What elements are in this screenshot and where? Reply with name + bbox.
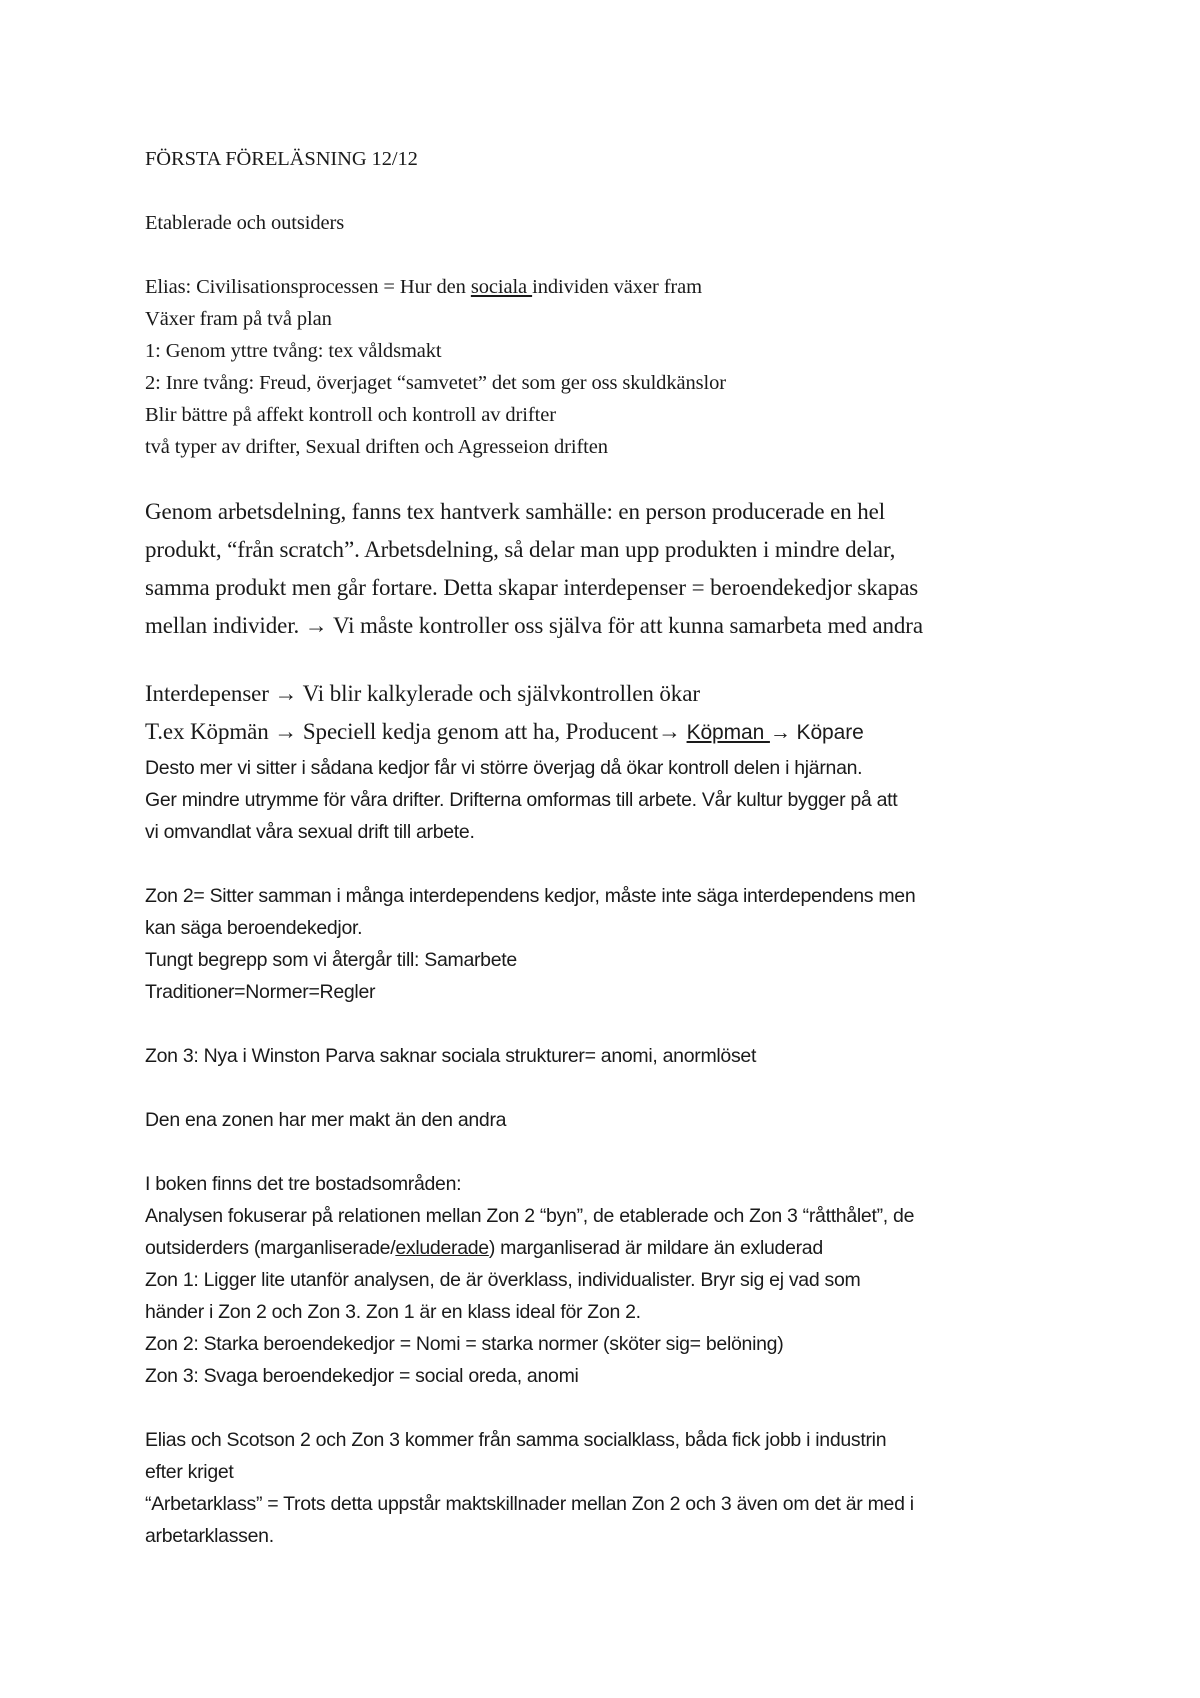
text-line: outsiderders (marganliserade/exluderade) marganliserad är mildare än exluderad <box>145 1237 823 1259</box>
paragraph-zon2 <box>145 880 1075 1008</box>
text-line: Analysen fokuserar på relationen mellan Zon 2 “byn”, de etablerade och Zon 3 “råtthålet”, de <box>145 1205 915 1227</box>
text-line: Tungt begrepp som vi återgår till: Samarbete <box>145 949 517 971</box>
text-line: mellan individer. → Vi måste kontroller oss själva för att kunna samarbeta med andra <box>145 613 923 638</box>
document-subtitle: Etablerade och outsiders <box>145 212 345 234</box>
text-line: två typer av drifter, Sexual driften och Agresseion driften <box>145 436 608 458</box>
text-line: Blir bättre på affekt kontroll och kontroll av drifter <box>145 404 556 426</box>
text-line: Interdepenser → Vi blir kalkylerade och självkontrollen ökar <box>145 681 700 706</box>
underlined-text: Köpman <box>686 721 770 744</box>
text-line: vi omvandlat våra sexual drift till arbete. <box>145 821 475 843</box>
text-line: Zon 1: Ligger lite utanför analysen, de är överklass, individualister. Bryr sig ej vad som <box>145 1269 861 1291</box>
paragraph-arbetarklass <box>145 1424 1075 1552</box>
text-line: produkt, “från scratch”. Arbetsdelning, så delar man upp produkten i mindre delar, <box>145 537 896 562</box>
text-line: 2: Inre tvång: Freud, överjaget “samvetet” det som ger oss skuldkänslor <box>145 372 726 394</box>
text-line: efter kriget <box>145 1461 234 1483</box>
text-line: Den ena zonen har mer makt än den andra <box>145 1109 507 1131</box>
text-line: samma produkt men går fortare. Detta skapar interdepenser = beroendekedjor skapas <box>145 575 919 600</box>
text-line: I boken finns det tre bostadsområden: <box>145 1173 462 1195</box>
paragraph-interdepenser <box>145 675 1075 848</box>
text-line: Zon 2: Starka beroendekedjor = Nomi = starka normer (sköter sig= belöning) <box>145 1333 784 1355</box>
text-line: T.ex Köpmän → Speciell kedja genom att ha, Producent→ Köpman → Köpare <box>145 719 864 744</box>
text-line: kan säga beroendekedjor. <box>145 917 363 939</box>
document-content <box>145 143 1075 1552</box>
text-line: Traditioner=Normer=Regler <box>145 981 376 1003</box>
text-line: Växer fram på två plan <box>145 308 332 330</box>
underlined-text: exluderade <box>395 1237 489 1259</box>
text-line: arbetarklassen. <box>145 1525 274 1547</box>
text-line: Genom arbetsdelning, fanns tex hantverk samhälle: en person producerade en hel <box>145 499 886 524</box>
text-line: Elias: Civilisationsprocessen = Hur den sociala individen växer fram <box>145 276 703 298</box>
text-line: Ger mindre utrymme för våra drifter. Drifterna omformas till arbete. Vår kultur bygger på att <box>145 789 898 811</box>
text-line: händer i Zon 2 och Zon 3. Zon 1 är en klass ideal för Zon 2. <box>145 1301 641 1323</box>
text-line: Zon 3: Nya i Winston Parva saknar sociala strukturer= anomi, anormlöset <box>145 1045 757 1067</box>
paragraph-civilisation <box>145 271 1075 463</box>
underlined-text: sociala <box>470 276 533 298</box>
text-line: Elias och Scotson 2 och Zon 3 kommer från samma socialklass, båda fick jobb i industrin <box>145 1429 887 1451</box>
text-line: “Arbetarklass” = Trots detta uppstår maktskillnader mellan Zon 2 och 3 även om det är med i <box>145 1493 914 1515</box>
text-line: 1: Genom yttre tvång: tex våldsmakt <box>145 340 442 362</box>
paragraph-makt <box>145 1104 1075 1136</box>
paragraph-zon3 <box>145 1040 1075 1072</box>
text-line: Zon 2= Sitter samman i många interdependens kedjor, måste inte säga interdependens men <box>145 885 916 907</box>
paragraph-bostadsomraden <box>145 1168 1075 1392</box>
text-line: Desto mer vi sitter i sådana kedjor får vi större överjag då ökar kontroll delen i hjärnan. <box>145 757 863 779</box>
text-line: Zon 3: Svaga beroendekedjor = social oreda, anomi <box>145 1365 579 1387</box>
paragraph-arbetsdelning <box>145 493 1075 645</box>
document-title: FÖRSTA FÖRELÄSNING 12/12 <box>145 148 418 170</box>
